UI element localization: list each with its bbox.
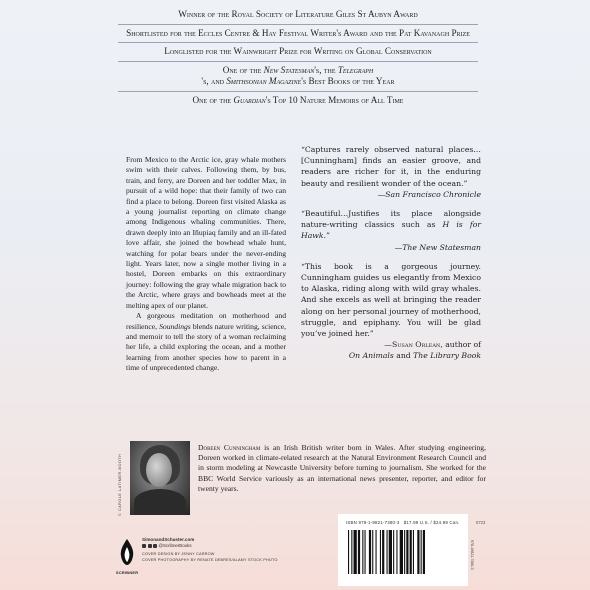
barcode-bar [413, 530, 414, 574]
award-line: One of the New Statesman's, the Telegraph 's, and Smithsonian Magazine's Best Books of the Year [118, 62, 478, 92]
barcode-bar [387, 530, 388, 574]
barcode-bar [396, 530, 397, 574]
barcode-bar [348, 530, 349, 574]
barcode-bar [351, 530, 352, 574]
cover-credits [142, 552, 278, 562]
award-line: Longlisted for the Wainwright Prize for Writing on Global Conservation [118, 43, 478, 62]
description-paragraph: From Mexico to the Arctic ice, gray whale mothers swim with their calves. Following them, by bus, train, and ferry, are Doreen and her toddler Max, in pursuit of a wild hope: that their family of two can find a place to belong. Doreen first visited Alaska as a young journalist reporting on climate change among Indigenous whaling communities. There, drawn deeply into an Iñupiaq family and an ill-fated love affair, she joined the bowhead whale hunt, watching for polar bears under the never-ending light. Years later, now a single mother living in a hostel, Doreen embarks on this extraordinary journey: following the gray whale migration back to the Arctic, where grays and bowheads meet at the melting apex of our planet. [126, 155, 286, 310]
isbn-price: ISBN 978-1-9821-7380-3 $17.99 U.S. / $24.99 Can. [346, 520, 460, 525]
barcode-bar [406, 530, 408, 574]
barcode-bar [380, 530, 381, 574]
social-row [142, 543, 278, 549]
barcode-bar [393, 530, 394, 574]
barcode-bar [372, 530, 373, 574]
scribner-logo-icon [118, 538, 136, 566]
barcode-bar [400, 530, 403, 574]
code-top: 0723 [476, 520, 486, 525]
barcode [346, 530, 464, 580]
award-line: Shortlisted for the Eccles Centre & Hay Festival Writer's Award and the Pat Kavanagh Prize [118, 25, 478, 44]
blurb-source: —San Francisco Chronicle [377, 189, 481, 199]
author-name: Doreen Cunningham [198, 443, 261, 452]
code-side: 978-19821-7380-3 [470, 540, 474, 570]
photo-credit: © CAROLE LATIMER-BOOTH [118, 453, 122, 516]
barcode-bar [358, 530, 360, 574]
author-body [134, 489, 186, 515]
award-line: Winner of the Royal Society of Literature Giles St Aubyn Award [118, 6, 478, 25]
barcode-bar [421, 530, 422, 574]
awards-list [118, 6, 478, 109]
barcode-bar [369, 530, 371, 574]
book-description [126, 155, 286, 374]
barcode-bar [404, 530, 405, 574]
blurb: “Beautiful…Justifies its place alongside nature-writing classics such as H is for Hawk.” —The New Statesman [301, 209, 481, 252]
credit-design: COVER DESIGN BY JENNY CARROW [142, 552, 215, 557]
barcode-bar [365, 530, 366, 574]
barcode-bar [376, 530, 377, 574]
barcode-bar [362, 530, 363, 574]
publisher-site[interactable]: SimonandSchuster.com [142, 537, 195, 542]
blurb: “This book is a gorgeous journey. Cunningham guides us elegantly from Mexico to Alaska, riding along with wild gray whales. And she excels as well at bringing the reader along on her personal journey of motherhood, struggle, and epiphany. You will be glad you’ve joined her.” —Susan Orlean, author of On Animals and The Library Book [301, 261, 481, 361]
barcode-bar [417, 530, 419, 574]
facebook-icon[interactable] [142, 544, 146, 548]
logo-label: SCRIBNER [116, 571, 139, 575]
social-handle: @ScribnerBooks [158, 543, 192, 549]
credit-photo: COVER PHOTOGRAPHY BY RENATE DEBRES/ALAMY STOCK PHOTO [142, 557, 278, 562]
barcode-bar [354, 530, 357, 574]
award-line: One of the Guardian's Top 10 Nature Memoirs of All Time [192, 94, 404, 105]
publisher-info [142, 537, 278, 563]
barcode-bar [389, 530, 392, 574]
blurbs [301, 144, 481, 370]
author-face [146, 453, 172, 487]
twitter-icon[interactable] [148, 544, 152, 548]
barcode-bar [410, 530, 412, 574]
blurb: “Captures rarely observed natural places…[Cunningham] finds an easier groove, and readers are richer for it, in the enduring beauty and resilient wonder of the ocean.” —San Francisco Chronicle [301, 145, 481, 199]
description-paragraph: A gorgeous meditation on motherhood and resilience, Soundings blends nature writing, science, and memoir to tell the story of a woman reclaiming her life, a child exploring the ocean, and a mother learning from another species how to parent in a time of unprecedented change. [126, 311, 286, 373]
author-bio: Doreen Cunningham is an Irish British writer born in Wales. After studying engineering, Doreen worked in climate-related research at the Natural Environment Research Council and in storm modeling at Newcastle University before turning to journalism. She worked for the BBC World Service variously as an international news presenter, reporter, and editor for twenty years. [198, 443, 486, 493]
blurb-source: —The New Statesman [394, 242, 481, 252]
blurb-source: —Susan Orlean, author of On Animals and The Library Book [348, 340, 481, 361]
barcode-bar [382, 530, 384, 574]
instagram-icon[interactable] [153, 544, 157, 548]
barcode-bar [423, 530, 425, 574]
author-photo [130, 441, 190, 515]
